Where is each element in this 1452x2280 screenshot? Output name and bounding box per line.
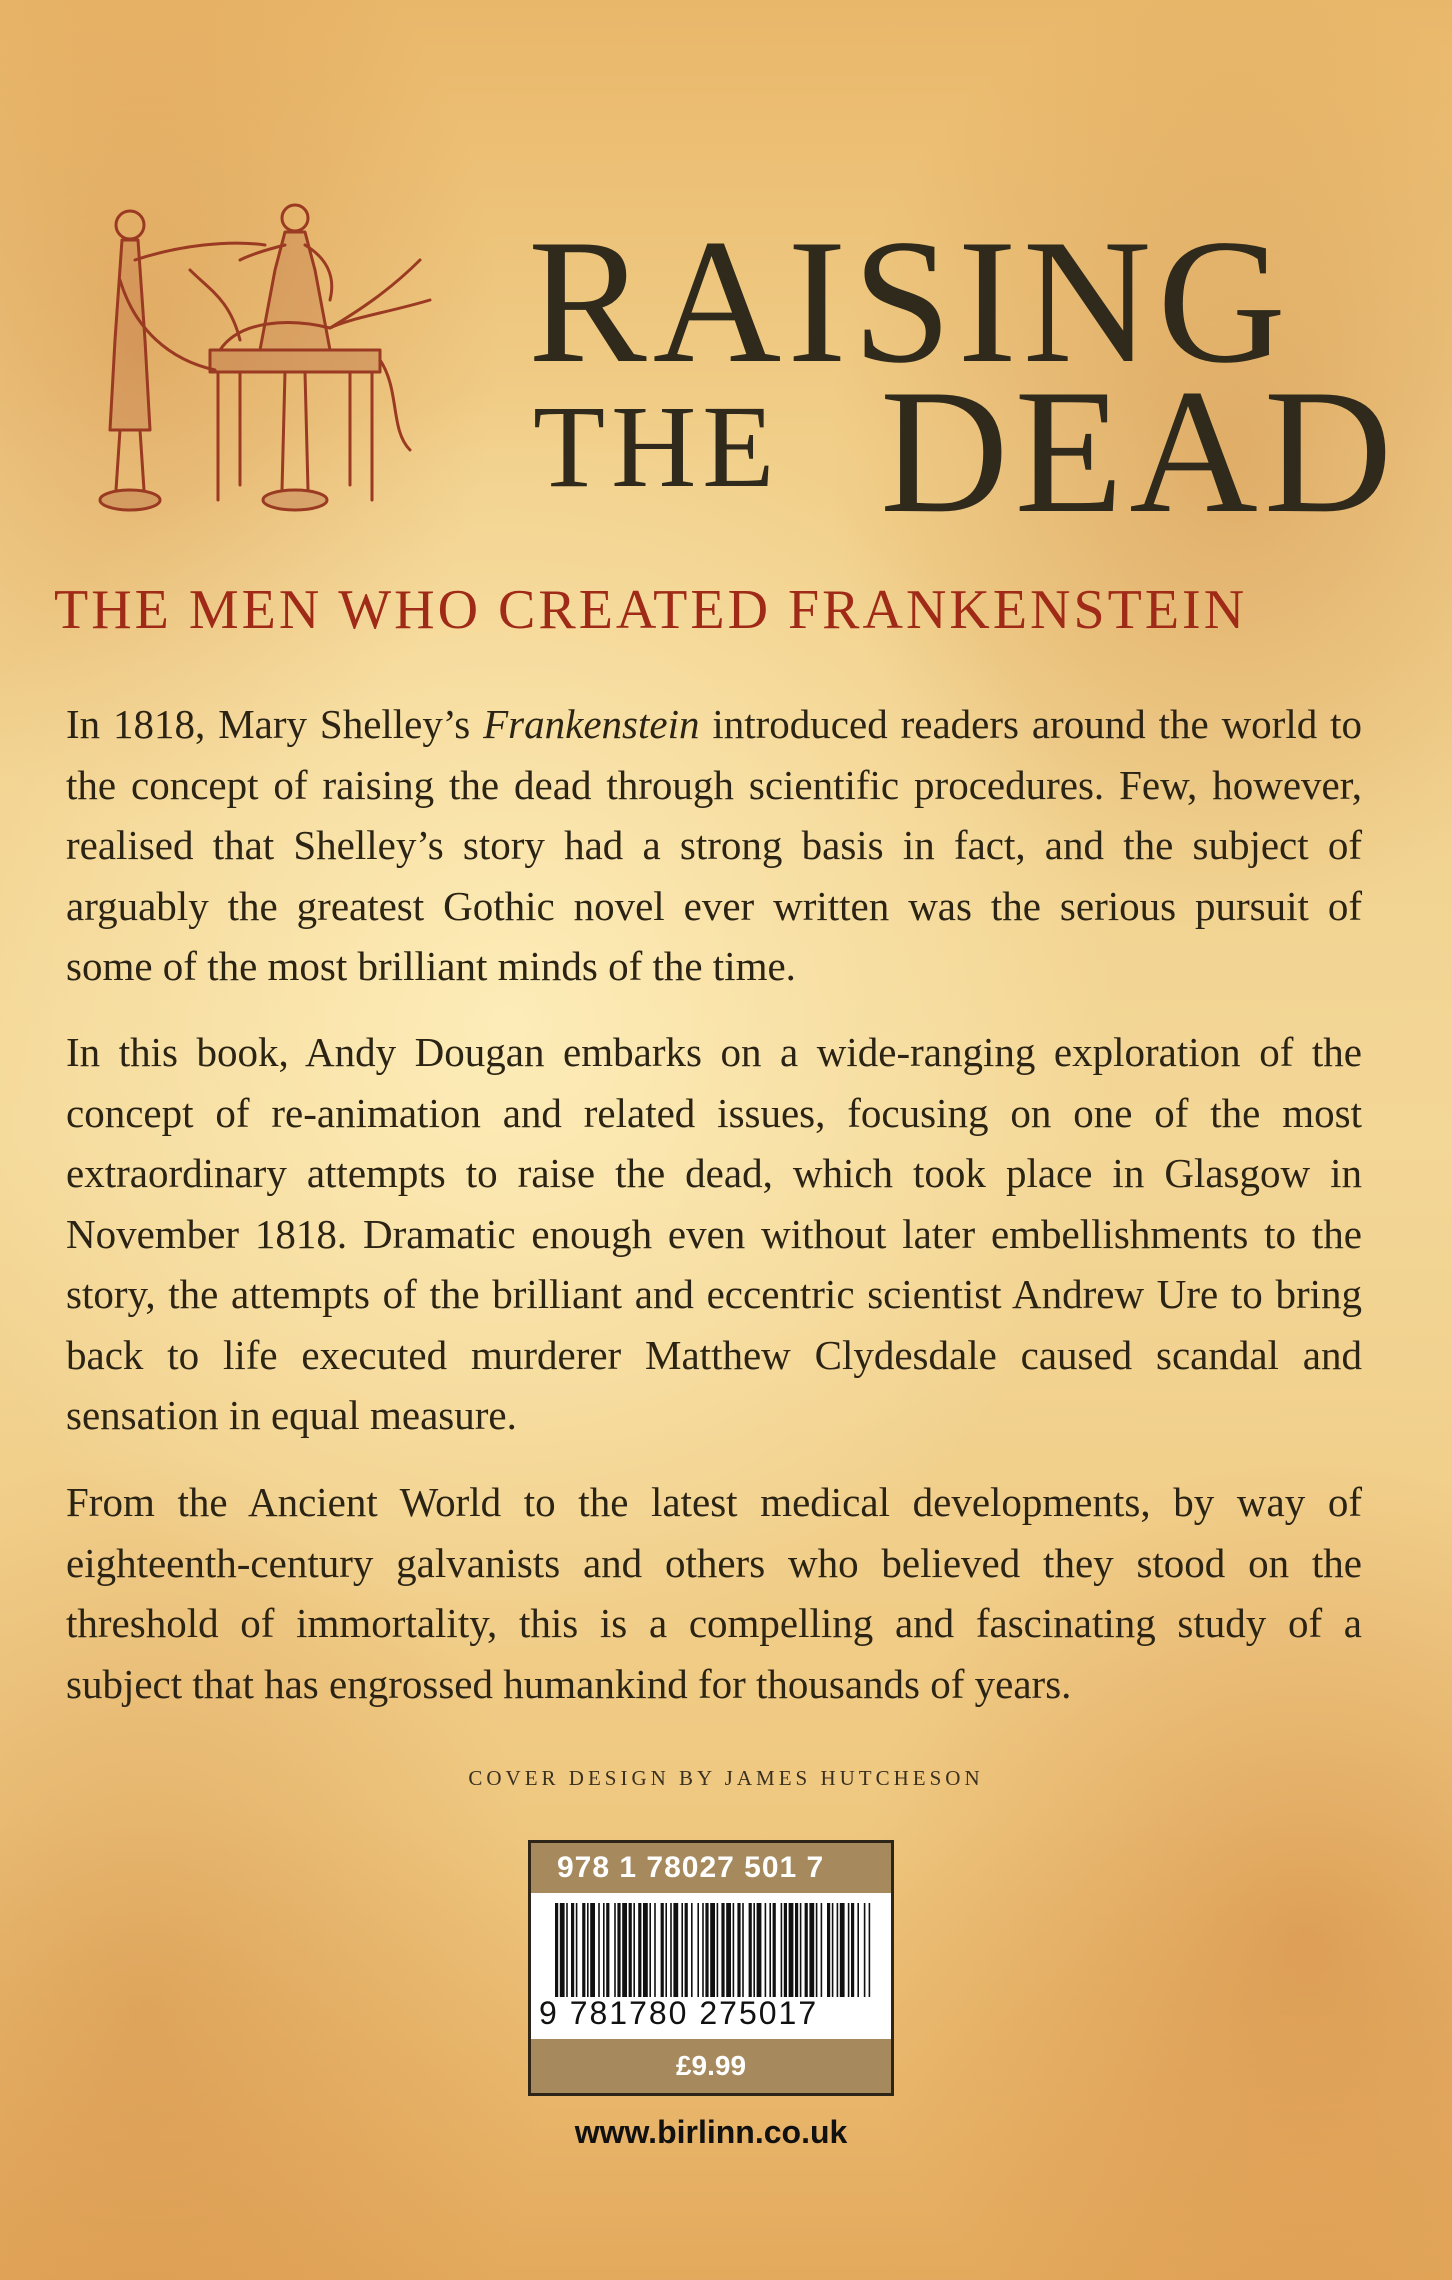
barcode-bar [784, 1903, 787, 1997]
barcode-bar [697, 1903, 699, 1997]
title-raising: RAISING [528, 202, 1292, 400]
barcode-bar [773, 1903, 776, 1997]
barcode-bar [617, 1903, 620, 1997]
blurb-p1-before: In 1818, Mary Shelley’s [66, 701, 484, 747]
barcode-bar [864, 1903, 866, 1997]
barcode-bar [603, 1903, 605, 1997]
barcode-bar [809, 1903, 814, 1997]
barcode-bar [670, 1903, 672, 1997]
barcode-bar [848, 1903, 850, 1997]
barcode-bar [566, 1903, 568, 1997]
barcode-bar [582, 1903, 585, 1997]
barcode-bar [840, 1903, 845, 1997]
blurb-paragraph-2: In this book, Andy Dougan embarks on a wide-ranging exploration of the concept of re-animation and related issues, focusing on one of the most extraordinary attempts to raise the dead, which took place in Glasgow in November 1818. Dramatic enough even without later embellishments to the story, the attempts of the brilliant and eccentric scientist Andrew Ure to bring back to life executed murderer Matthew Clydesdale caused scandal and sensation in equal measure. [66, 1029, 1362, 1438]
title-the: THE [533, 381, 781, 512]
blurb-paragraph-1 [66, 694, 1362, 997]
barcode-bar [721, 1903, 724, 1997]
barcode-bar [832, 1903, 834, 1997]
barcode-bar [702, 1903, 704, 1997]
barcode-bar [629, 1903, 632, 1997]
barcode-bar [857, 1903, 859, 1997]
barcode-bar [665, 1903, 667, 1997]
barcode-bar [827, 1903, 830, 1997]
price: £9.99 [531, 2039, 891, 2093]
barcode-bar [560, 1903, 565, 1997]
barcode-bar [789, 1903, 794, 1997]
barcode-box [528, 1840, 894, 2096]
barcode-bar [869, 1903, 871, 1997]
barcode-bar [742, 1903, 744, 1997]
barcode-bar [622, 1903, 627, 1997]
subtitle: THE MEN WHO CREATED FRANKENSTEIN [54, 579, 1248, 641]
cover-design-credit: COVER DESIGN BY JAMES HUTCHESON [468, 1766, 984, 1790]
barcode-digits: 9 781780 275017 [539, 1995, 819, 2031]
barcode-bar [571, 1903, 574, 1997]
barcode-bar [681, 1903, 683, 1997]
barcode-bar [816, 1903, 818, 1997]
barcode-bar [643, 1903, 648, 1997]
barcode-bar [633, 1903, 635, 1997]
barcode-bar [717, 1903, 719, 1997]
barcode-bar [691, 1903, 693, 1997]
barcode-bar [726, 1903, 731, 1997]
barcode-bars [551, 1903, 873, 1997]
barcode-bar [685, 1903, 688, 1997]
barcode-bar [733, 1903, 735, 1997]
publisher-website: www.birlinn.co.uk [574, 2114, 848, 2150]
barcode-bar [795, 1903, 798, 1997]
barcode-bar [606, 1903, 609, 1997]
barcode-bar [757, 1903, 762, 1997]
barcode-bar [749, 1903, 752, 1997]
barcode-bar [753, 1903, 755, 1997]
barcode-bar [673, 1903, 678, 1997]
barcode-bar [769, 1903, 771, 1997]
barcode-bar [638, 1903, 641, 1997]
barcode-bar [781, 1903, 783, 1997]
barcode-bar [851, 1903, 854, 1997]
title-dead: DEAD [880, 352, 1399, 550]
barcode-bar [737, 1903, 740, 1997]
barcode-bar [705, 1903, 708, 1997]
isbn-header: 978 1 78027 501 7 [531, 1843, 891, 1893]
barcode-bar [649, 1903, 651, 1997]
barcode-bar [661, 1903, 664, 1997]
barcode-bar [837, 1903, 839, 1997]
barcode-bar [587, 1903, 589, 1997]
barcode-bar [800, 1903, 802, 1997]
blurb-paragraph-3: From the Ancient World to the latest medical developments, by way of eighteenth-century galvanists and others who believed they stood on the threshold of immortality, this is a compelling and fascinating study of a subject that has engrossed humankind for thousands of years. [66, 1479, 1362, 1707]
barcode-bar [555, 1903, 558, 1997]
barcode-bar [765, 1903, 767, 1997]
barcode-bar [598, 1903, 600, 1997]
barcode-bar [590, 1903, 595, 1997]
galvanism-engraving [90, 200, 490, 540]
barcode-bar [654, 1903, 656, 1997]
blurb-p1-after: introduced readers around the world to the concept of raising the dead through scientific procedures. Few, however, realised that Shelley’s story had a strong basis in fact, and the subject of arguably the greatest Gothic novel ever written was the serious pursuit of some of the most brilliant minds of the time. [66, 701, 1363, 989]
blurb-p1-book-title: Frankenstein [483, 701, 700, 747]
barcode-bar [710, 1903, 715, 1997]
barcode-bar [805, 1903, 808, 1997]
barcode-bar [821, 1903, 823, 1997]
barcode-bar [576, 1903, 578, 1997]
barcode-bar [614, 1903, 616, 1997]
